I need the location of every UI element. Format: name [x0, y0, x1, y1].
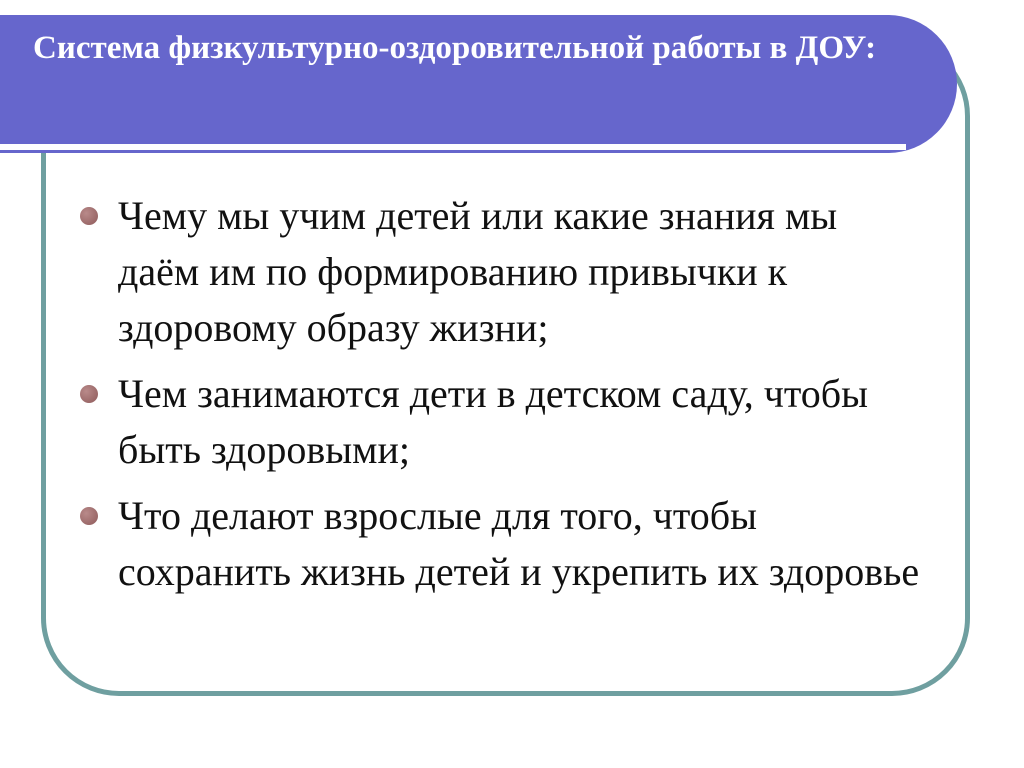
title-band	[0, 15, 957, 153]
bullet-item	[80, 366, 920, 478]
bullet-list	[80, 188, 920, 610]
bullet-text: Что делают взрослые для того, чтобы сохранить жизнь детей и укрепить их здоровье	[118, 493, 920, 594]
bullet-dot-icon	[80, 385, 98, 403]
bullet-dot-icon	[80, 207, 98, 225]
bullet-item	[80, 488, 920, 600]
bullet-dot-icon	[80, 507, 98, 525]
bullet-item	[80, 188, 920, 356]
slide-title: Система физкультурно-оздоровительной работы в ДОУ:	[33, 30, 877, 66]
bullet-text: Чем занимаются дети в детском саду, чтобы быть здоровыми;	[118, 371, 868, 472]
bullet-text: Чему мы учим детей или какие знания мы даём им по формированию привычки к здоровому образу жизни;	[118, 193, 838, 350]
title-divider	[0, 144, 906, 150]
